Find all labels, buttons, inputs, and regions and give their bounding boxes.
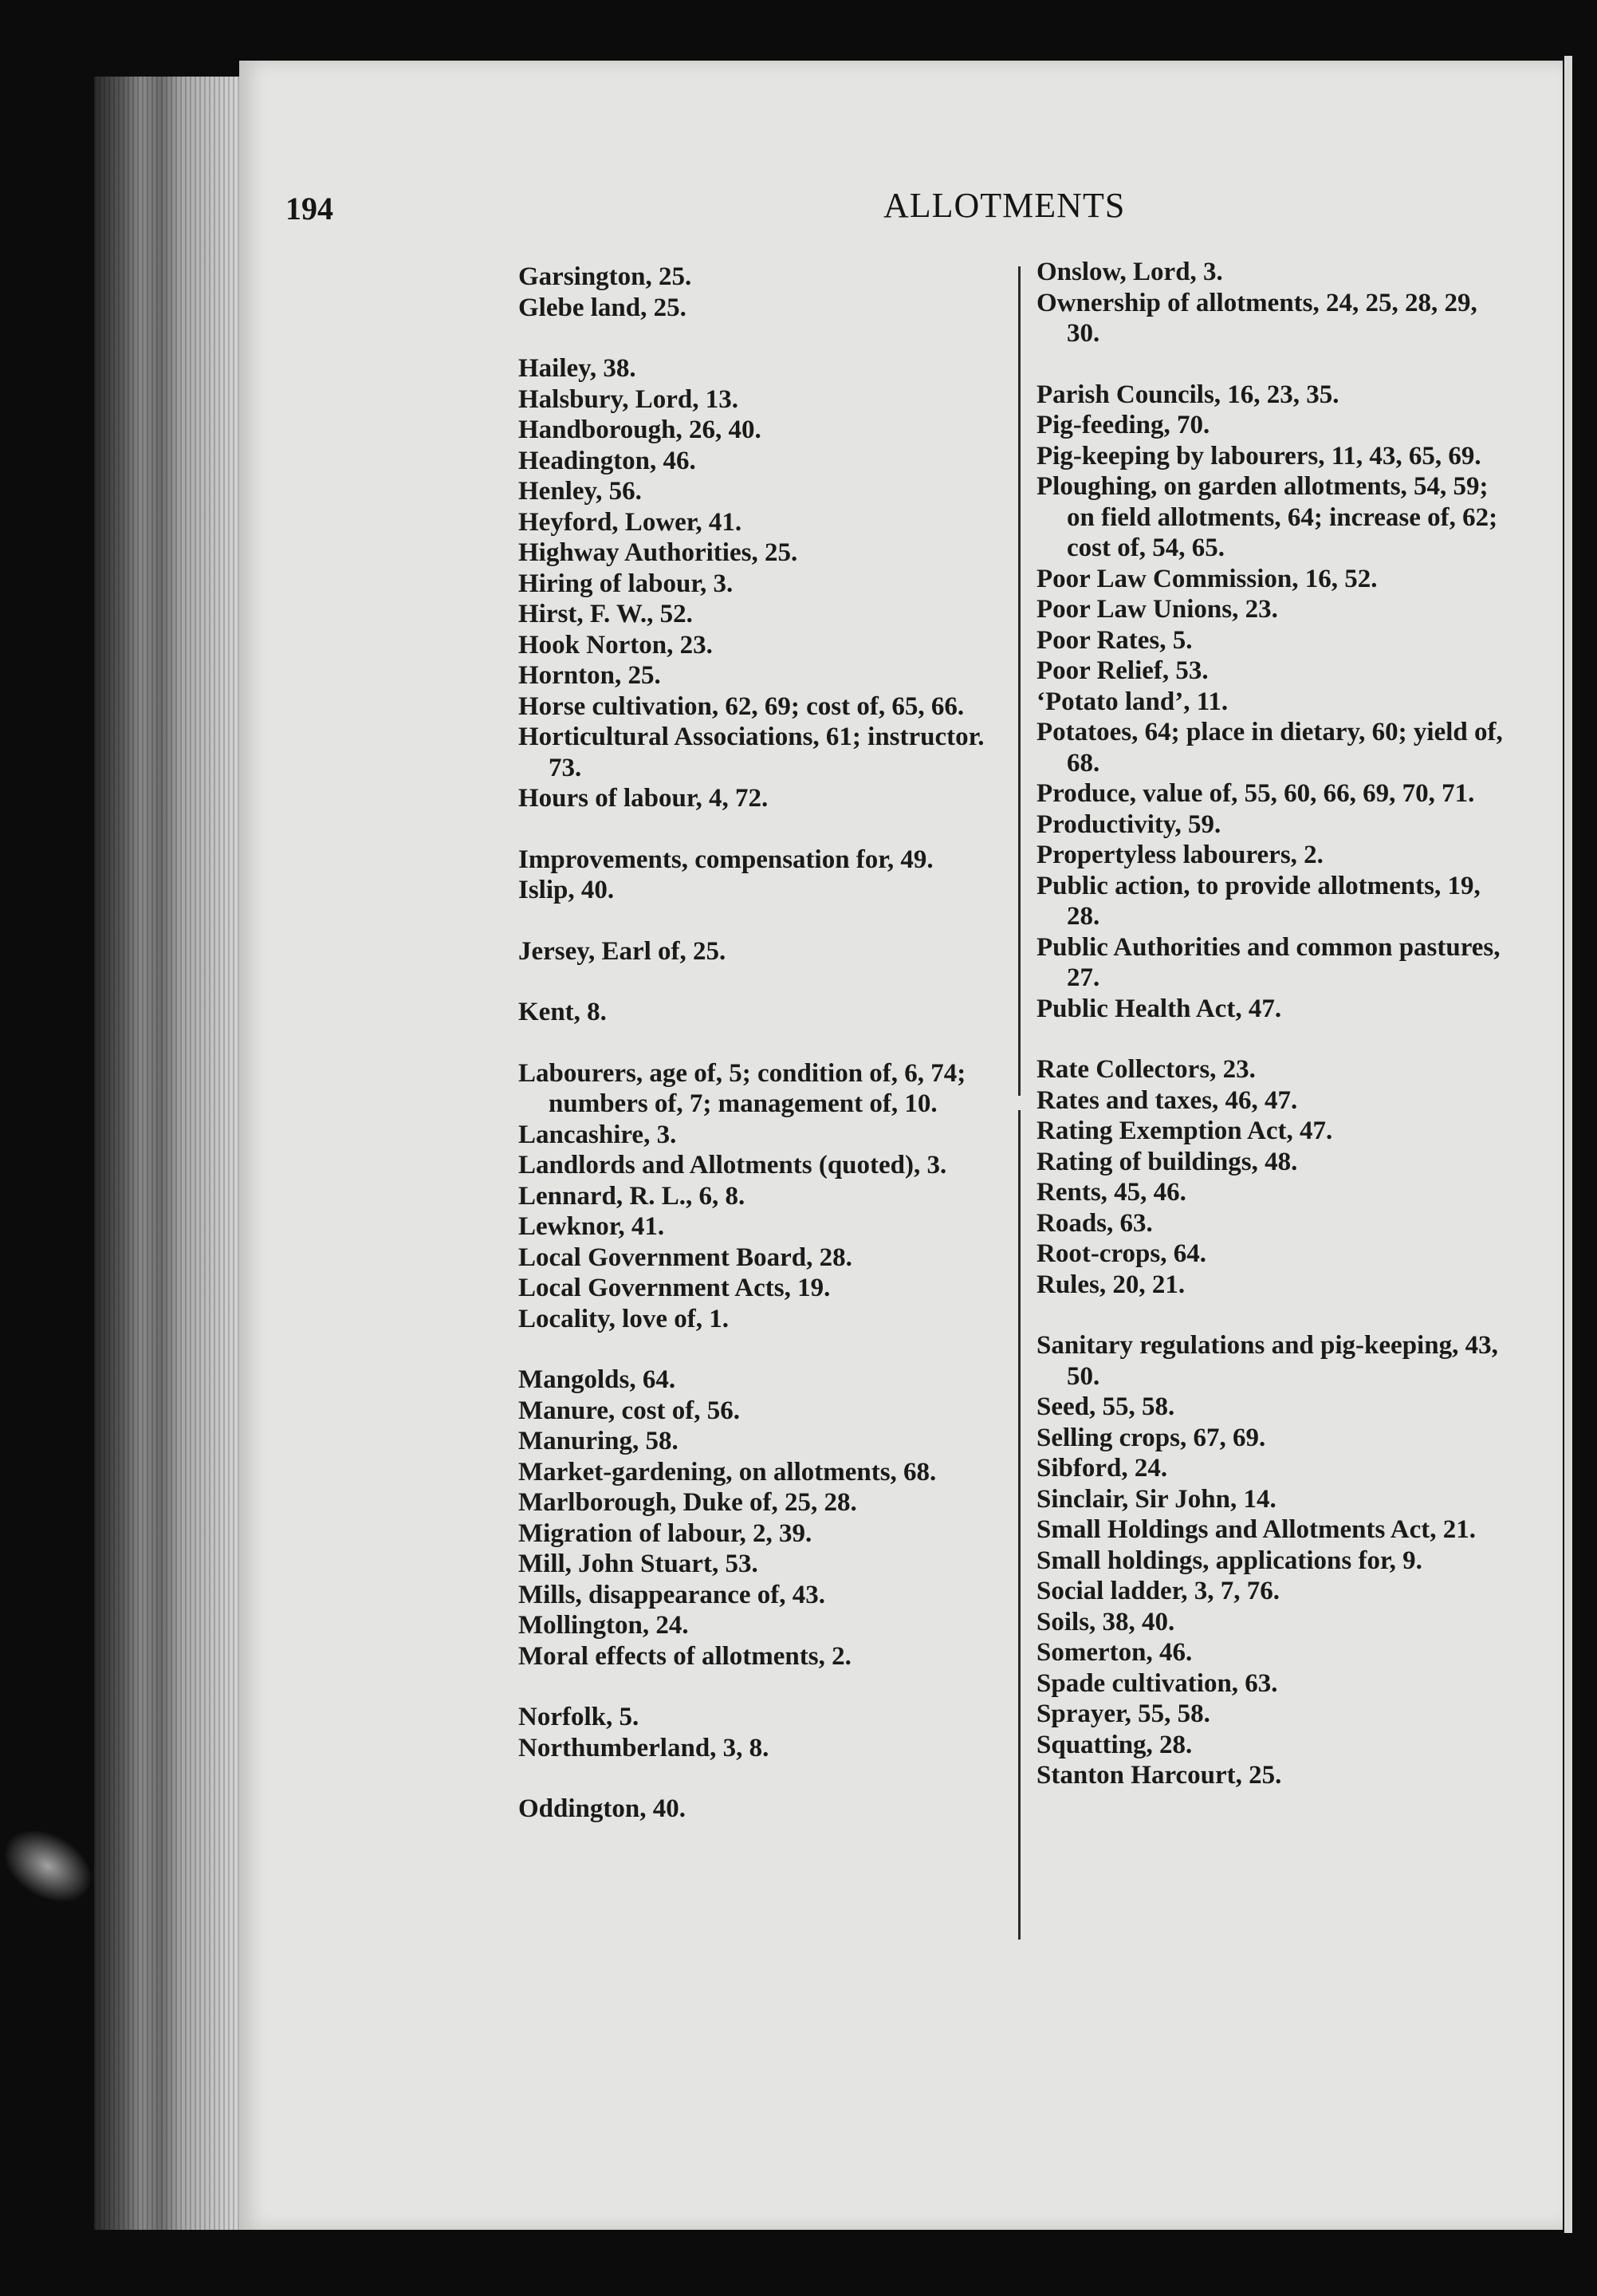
index-entry: Social ladder, 3, 7, 76. [1036, 1577, 1280, 1605]
index-entry: Lennard, R. L., 6, 8. [518, 1181, 745, 1211]
index-entry: Garsington, 25. [518, 262, 692, 291]
scan-glare [0, 1814, 105, 1917]
section-gap [518, 1763, 1013, 1794]
index-entry: Poor Relief, 53. [1036, 656, 1209, 685]
index-entry: Horticultural Associations, 61; instructor. 73. [518, 723, 985, 782]
index-entry: Jersey, Earl of, 25. [518, 936, 726, 966]
index-entry: Mollington, 24. [518, 1611, 689, 1640]
index-entry: ‘Potato land’, 11. [1036, 687, 1229, 716]
index-entry: Halsbury, Lord, 13. [518, 384, 738, 414]
section-gap [1036, 1024, 1515, 1054]
index-entry: Local Government Board, 28. [518, 1243, 852, 1272]
book-page-edges [94, 77, 254, 2230]
index-entry: Mangolds, 64. [518, 1365, 676, 1394]
index-entry: Productivity, 59. [1036, 809, 1221, 839]
index-entry: Handborough, 26, 40. [518, 415, 761, 444]
index-entry: Small holdings, applications for, 9. [1036, 1546, 1422, 1575]
running-head: ALLOTMENTS [883, 186, 1126, 225]
index-entry: Islip, 40. [518, 876, 615, 904]
index-entry: Small Holdings and Allotments Act, 21. [1036, 1515, 1476, 1544]
index-entry: Mills, disappearance of, 43. [518, 1580, 825, 1609]
index-entry: Stanton Harcourt, 25. [1036, 1761, 1282, 1790]
index-entry: Seed, 55, 58. [1036, 1392, 1175, 1421]
index-entry: Northumberland, 3, 8. [518, 1733, 769, 1762]
index-entry: Migration of labour, 2, 39. [518, 1518, 812, 1548]
index-entry: Rates and taxes, 46, 47. [1036, 1085, 1298, 1115]
section-gap [518, 1672, 1013, 1702]
index-entry: Headington, 46. [518, 446, 696, 475]
index-entry: Landlords and Allotments (quoted), 3. [518, 1151, 947, 1180]
index-entry: Lancashire, 3. [518, 1120, 677, 1149]
index-entry: Root-crops, 64. [1036, 1239, 1206, 1268]
index-entry: Sprayer, 55, 58. [1036, 1699, 1210, 1728]
page-right-edge [1564, 56, 1572, 2233]
index-entry: Rules, 20, 21. [1036, 1270, 1186, 1299]
section-gap [518, 814, 1013, 845]
index-entry: Sanitary regulations and pig-keeping, 43, 50. [1036, 1331, 1498, 1391]
index-entry: Potatoes, 64; place in dietary, 60; yield of, 68. [1036, 718, 1503, 778]
index-entry: Ownership of allotments, 24, 25, 28, 29, 30. [1036, 288, 1477, 348]
index-entry: Heyford, Lower, 41. [518, 507, 742, 537]
index-entry: Locality, love of, 1. [518, 1304, 729, 1333]
index-entry: Mill, John Stuart, 53. [518, 1550, 758, 1578]
index-entry: Somerton, 46. [1036, 1638, 1193, 1667]
index-entry: Roads, 63. [1036, 1208, 1153, 1238]
index-entry: Soils, 38, 40. [1036, 1607, 1175, 1636]
section-gap [518, 906, 1013, 936]
page-number: 194 [285, 191, 333, 226]
section-gap [1036, 349, 1515, 380]
index-entry: Pig-keeping by labourers, 11, 43, 65, 69. [1036, 441, 1481, 471]
index-entry: Kent, 8. [518, 998, 607, 1026]
index-entry: Manure, cost of, 56. [518, 1396, 741, 1425]
index-entry: Poor Law Unions, 23. [1036, 595, 1278, 624]
index-entry: Sinclair, Sir John, 14. [1036, 1484, 1276, 1514]
index-entry: Public Health Act, 47. [1036, 994, 1282, 1023]
index-entry: Manuring, 58. [518, 1427, 679, 1455]
index-entry: Public Authorities and common pastures, 27. [1036, 932, 1501, 992]
index-entry: Rents, 45, 46. [1036, 1178, 1186, 1207]
index-entry: Hirst, F. W., 52. [518, 600, 693, 628]
index-entry: Hours of labour, 4, 72. [518, 784, 769, 813]
index-entry: Marlborough, Duke of, 25, 28. [518, 1488, 857, 1517]
index-column-left [518, 262, 1013, 1825]
column-divider-upper [1018, 266, 1021, 1096]
index-entry: Horse cultivation, 62, 69; cost of, 65, 66. [518, 691, 965, 721]
index-entry: Onslow, Lord, 3. [1036, 258, 1223, 286]
index-entry: Hiring of labour, 3. [518, 569, 734, 598]
index-entry: Norfolk, 5. [518, 1703, 639, 1731]
index-entry: Hook Norton, 23. [518, 630, 713, 660]
index-entry: Poor Law Commission, 16, 52. [1036, 564, 1378, 593]
index-entry: Spade cultivation, 63. [1036, 1668, 1278, 1698]
section-gap [518, 967, 1013, 997]
index-entry: Oddington, 40. [518, 1794, 686, 1823]
index-entry: Improvements, compensation for, 49. [518, 845, 934, 874]
index-entry: Propertyless labourers, 2. [1036, 841, 1324, 869]
index-entry: Produce, value of, 55, 60, 66, 69, 70, 71. [1036, 779, 1475, 808]
index-entry: Hornton, 25. [518, 661, 661, 690]
index-entry: Highway Authorities, 25. [518, 538, 798, 567]
index-entry: Ploughing, on garden allotments, 54, 59; on field allotments, 64; increase of, 62; cost of, 54, 65. [1036, 472, 1498, 562]
section-gap [518, 1028, 1013, 1058]
index-entry: Parish Councils, 16, 23, 35. [1036, 380, 1339, 409]
index-entry: Rating Exemption Act, 47. [1036, 1116, 1333, 1145]
index-entry: Market-gardening, on allotments, 68. [518, 1457, 937, 1487]
index-entry: Poor Rates, 5. [1036, 625, 1193, 655]
index-entry: Sibford, 24. [1036, 1454, 1168, 1483]
index-column-right [1036, 257, 1515, 1791]
index-entry: Squatting, 28. [1036, 1730, 1193, 1759]
section-gap [518, 323, 1013, 353]
index-entry: Labourers, age of, 5; condition of, 6, 74; numbers of, 7; management of, 10. [518, 1058, 966, 1118]
index-entry: Moral effects of allotments, 2. [518, 1641, 852, 1671]
index-entry: Selling crops, 67, 69. [1036, 1423, 1266, 1452]
index-entry: Pig-feeding, 70. [1036, 411, 1210, 439]
index-entry: Henley, 56. [518, 477, 642, 506]
section-gap [518, 1334, 1013, 1365]
column-divider-lower [1018, 1110, 1021, 1940]
index-entry: Rate Collectors, 23. [1036, 1055, 1256, 1084]
index-entry: Glebe land, 25. [518, 293, 686, 322]
section-gap [1036, 1300, 1515, 1330]
index-entry: Rating of buildings, 48. [1036, 1147, 1298, 1176]
index-entry: Lewknor, 41. [518, 1212, 665, 1241]
index-entry: Hailey, 38. [518, 354, 636, 383]
index-entry: Public action, to provide allotments, 19, 28. [1036, 871, 1481, 931]
index-entry: Local Government Acts, 19. [518, 1274, 831, 1302]
